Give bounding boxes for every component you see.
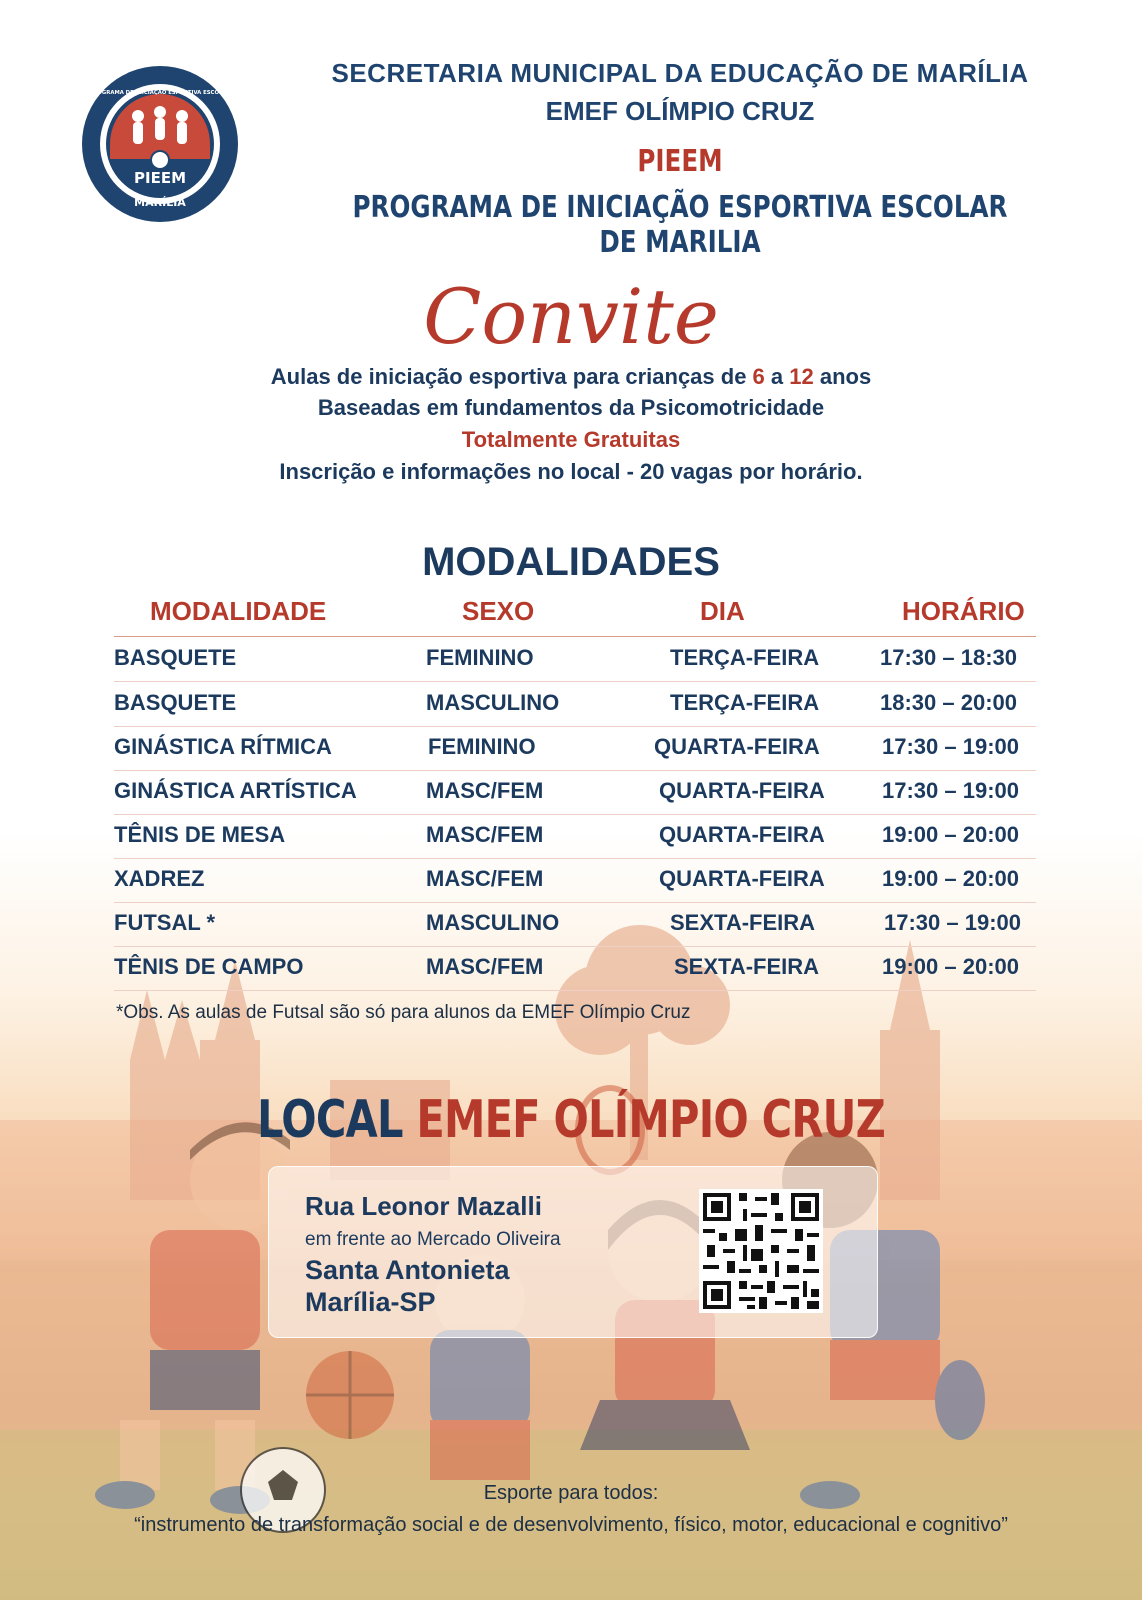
- footer-quote: “instrumento de transformação social e de desenvolvimento, físico, motor, educacional e cognitivo”: [134, 1514, 1008, 1536]
- address-street: Rua Leonor Mazalli: [305, 1191, 542, 1221]
- cell-dia: SEXTA-FEIRA: [670, 910, 816, 935]
- age-min: 6: [752, 364, 765, 389]
- cell-modalidade: BASQUETE: [114, 690, 237, 715]
- cell-horario: 19:00 – 20:00: [882, 954, 1019, 979]
- cell-modalidade: TÊNIS DE CAMPO: [114, 954, 304, 979]
- cell-modalidade: TÊNIS DE MESA: [114, 822, 286, 847]
- age-max: 12: [789, 364, 814, 389]
- col-header-dia: DIA: [700, 596, 745, 626]
- futsal-note: *Obs. As aulas de Futsal são só para alunos da EMEF Olímpio Cruz: [116, 1002, 691, 1023]
- cell-sexo: FEMININO: [428, 734, 536, 759]
- table-row: [114, 726, 1036, 771]
- school-heading: EMEF OLÍMPIO CRUZ: [545, 96, 815, 126]
- table-row: [114, 770, 1036, 815]
- cell-sexo: MASC/FEM: [426, 866, 544, 891]
- intro-line-ages: [0, 364, 1142, 390]
- cell-modalidade: XADREZ: [114, 866, 205, 891]
- table-row: [114, 682, 1036, 727]
- table-row: [114, 637, 1036, 682]
- modalidades-heading: MODALIDADES: [422, 540, 720, 584]
- cell-sexo: MASC/FEM: [426, 778, 544, 803]
- cell-sexo: MASCULINO: [426, 690, 560, 715]
- pieem-logo: [80, 64, 240, 224]
- cell-dia: TERÇA-FEIRA: [670, 645, 820, 670]
- program-name: PROGRAMA DE INICIAÇÃO ESPORTIVA ESCOLAR DE MARILIA: [352, 190, 1008, 260]
- cell-sexo: FEMININO: [426, 645, 534, 670]
- address-city: Marília-SP: [305, 1287, 436, 1317]
- local-school-name: EMEF OLÍMPIO CRUZ: [416, 1090, 885, 1150]
- cell-modalidade: GINÁSTICA RÍTMICA: [114, 734, 332, 759]
- intro-line-free: Totalmente Gratuitas: [461, 427, 681, 452]
- cell-horario: 17:30 – 19:00: [882, 778, 1019, 803]
- cell-dia: QUARTA-FEIRA: [659, 866, 825, 891]
- col-header-horario: HORÁRIO: [902, 596, 1025, 626]
- cell-modalidade: GINÁSTICA ARTÍSTICA: [114, 778, 357, 803]
- program-acronym: PIEEM: [637, 144, 723, 179]
- footer-slogan: Esporte para todos:: [483, 1482, 659, 1504]
- qr-code[interactable]: [699, 1189, 823, 1313]
- cell-dia: SEXTA-FEIRA: [674, 954, 820, 979]
- cell-horario: 17:30 – 19:00: [882, 734, 1019, 759]
- logo-city: MARÍLIA: [134, 196, 186, 209]
- intro-line-registration: Inscrição e informações no local - 20 vagas por horário.: [279, 459, 863, 484]
- cell-dia: QUARTA-FEIRA: [659, 778, 825, 803]
- table-row: [114, 814, 1036, 859]
- intro-ages-text: Aulas de iniciação esportiva para crianças de: [270, 364, 753, 389]
- cell-sexo: MASC/FEM: [426, 822, 544, 847]
- cell-horario: 19:00 – 20:00: [882, 866, 1019, 891]
- table-row: [114, 902, 1036, 947]
- cell-dia: QUARTA-FEIRA: [654, 734, 820, 759]
- intro-ages-suffix: anos: [813, 364, 872, 389]
- secretaria-heading: SECRETARIA MUNICIPAL DA EDUCAÇÃO DE MARÍLIA: [331, 58, 1029, 88]
- logo-ring-text: PROGRAMA DE INICIAÇÃO ESPORTIVA ESCOLAR: [89, 90, 231, 96]
- cell-horario: 18:30 – 20:00: [880, 690, 1017, 715]
- address-card: [268, 1166, 878, 1338]
- cell-sexo: MASCULINO: [426, 910, 560, 935]
- logo-name: PIEEM: [134, 169, 186, 187]
- intro-ages-connector: a: [764, 364, 790, 389]
- local-label: LOCAL: [257, 1090, 403, 1150]
- col-header-sexo: SEXO: [462, 596, 535, 626]
- table-row: [114, 858, 1036, 903]
- cell-dia: TERÇA-FEIRA: [670, 690, 820, 715]
- table-row: [114, 946, 1036, 991]
- intro-line-psicomotricidade: Baseadas em fundamentos da Psicomotricidade: [317, 395, 825, 420]
- cell-horario: 17:30 – 19:00: [884, 910, 1021, 935]
- invite-title: Convite: [423, 272, 719, 361]
- address-district: Santa Antonieta: [305, 1255, 510, 1285]
- cell-modalidade: FUTSAL *: [114, 910, 216, 935]
- col-header-modalidade: MODALIDADE: [150, 596, 327, 626]
- cell-horario: 19:00 – 20:00: [882, 822, 1019, 847]
- cell-dia: QUARTA-FEIRA: [659, 822, 825, 847]
- cell-horario: 17:30 – 18:30: [880, 645, 1017, 670]
- address-reference: em frente ao Mercado Oliveira: [305, 1229, 561, 1250]
- cell-sexo: MASC/FEM: [426, 954, 544, 979]
- local-heading: [114, 1090, 1028, 1150]
- cell-modalidade: BASQUETE: [114, 645, 237, 670]
